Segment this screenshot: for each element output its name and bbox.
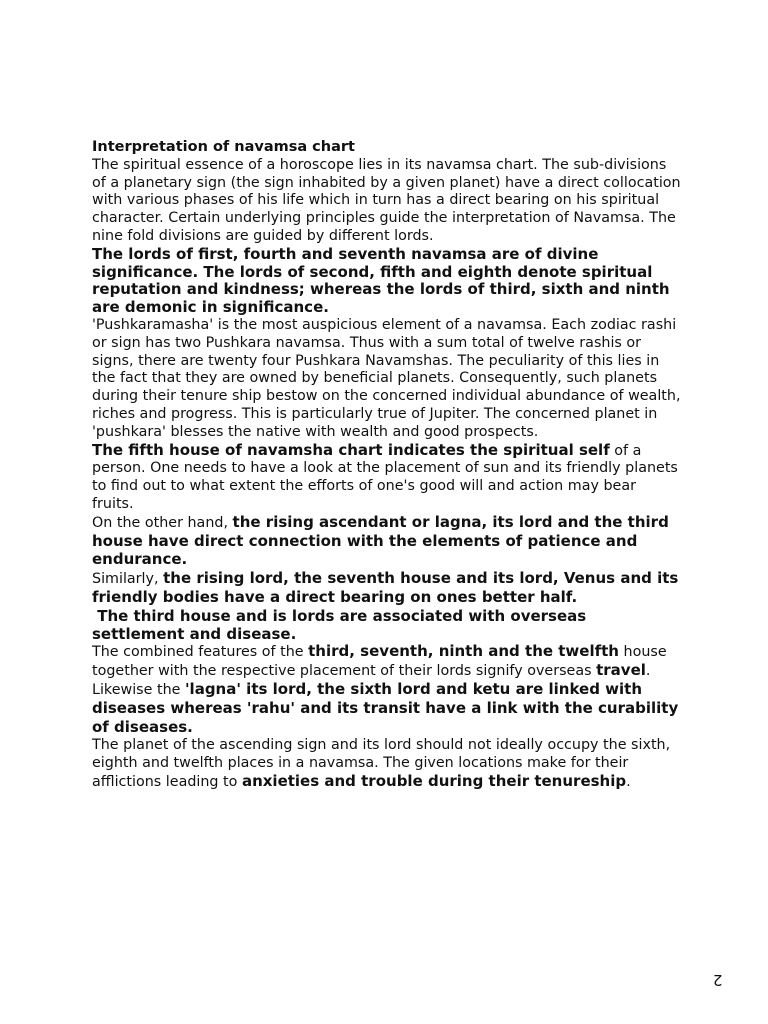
section-title: Interpretation of navamsa chart	[92, 139, 355, 155]
page-number: 2	[713, 971, 723, 989]
overseas-mid: house together with the respective placement of their lords signify overseas	[92, 644, 667, 680]
paragraph-intro: The spiritual essence of a horoscope lies in its navamsa chart. The sub-divisions of a planetary sign (the sign inhabited by a given planet) have a direct collocation with various phases of his life which in turn has a direct bearing on his spiritual character. Certain underlying principles guide the interpretation of Navamsa. The nine fold divisions are guided by different lords.	[92, 156, 681, 244]
paragraph-pushkara: 'Pushkaramasha' is the most auspicious element of a navamsa. Each zodiac rashi or sign has two Pushkara navamsa. Thus with a sum total of twelve rashis or signs, there are twenty four Pushkara Navamshas. The peculiarity of this lies in the fact that they are owned by beneficial planets. Consequently, such planets during their tenure ship bestow on the concerned individual abundance of wealth, riches and progress. This is particularly true of Jupiter. The concerned planet in 'pushkara' blesses the native with wealth and good prospects.	[92, 316, 681, 440]
paragraph-diseases	[92, 681, 682, 737]
paragraph-overseas	[92, 643, 682, 681]
paragraph-afflictions	[92, 737, 682, 791]
paragraph-ascendant	[92, 514, 682, 570]
ascendant-emphasis: the rising ascendant or lagna, its lord and the third house have direct connection with the elements of patience and endurance.	[92, 512, 669, 569]
diseases-emphasis: 'lagna' its lord, the sixth lord and ketu are linked with diseases whereas 'rahu' and its transit have a link with the curability of diseases.	[92, 679, 679, 736]
afflictions-emphasis: anxieties and trouble during their tenureship	[241, 771, 627, 790]
afflictions-end: .	[626, 773, 631, 790]
fifth-house-text: of a person. One needs to have a look at the placement of sun and its friendly planets to find out to what extent the efforts of one's good will and action may bear fruits.	[92, 442, 678, 512]
document-body	[92, 139, 682, 792]
overseas-lead: The combined features of the	[92, 644, 309, 661]
rising-lord-lead: Similarly,	[92, 571, 164, 588]
paragraph-lords: The lords of first, fourth and seventh navamsa are of divine significance. The lords of second, fifth and eighth denote spiritual reputation and kindness; whereas the lords of third, sixth and ninth are demonic in significance.	[92, 244, 670, 317]
paragraph-rising-lord	[92, 570, 682, 608]
overseas-houses-emphasis: third, seventh, ninth and the twelfth	[308, 642, 619, 661]
overseas-end: .	[645, 663, 651, 680]
paragraph-fifth-house	[92, 442, 682, 514]
diseases-lead: Likewise the	[92, 681, 185, 698]
ascendant-lead: On the other hand,	[92, 514, 233, 531]
afflictions-lead: The planet of the ascending sign and its lord should not ideally occupy the sixth, eighth and twelfth places in a navamsa. The given locations make for their afflictions leading to	[92, 737, 671, 790]
fifth-house-emphasis: The fifth house of navamsha chart indicates the spiritual self	[92, 440, 610, 459]
overseas-travel-emphasis: travel	[596, 661, 646, 680]
paragraph-third-house: The third house and is lords are associated with overseas settlement and disease.	[92, 606, 592, 643]
rising-lord-emphasis: the rising lord, the seventh house and its lord, Venus and its friendly bodies have a direct bearing on ones better half.	[92, 569, 679, 606]
